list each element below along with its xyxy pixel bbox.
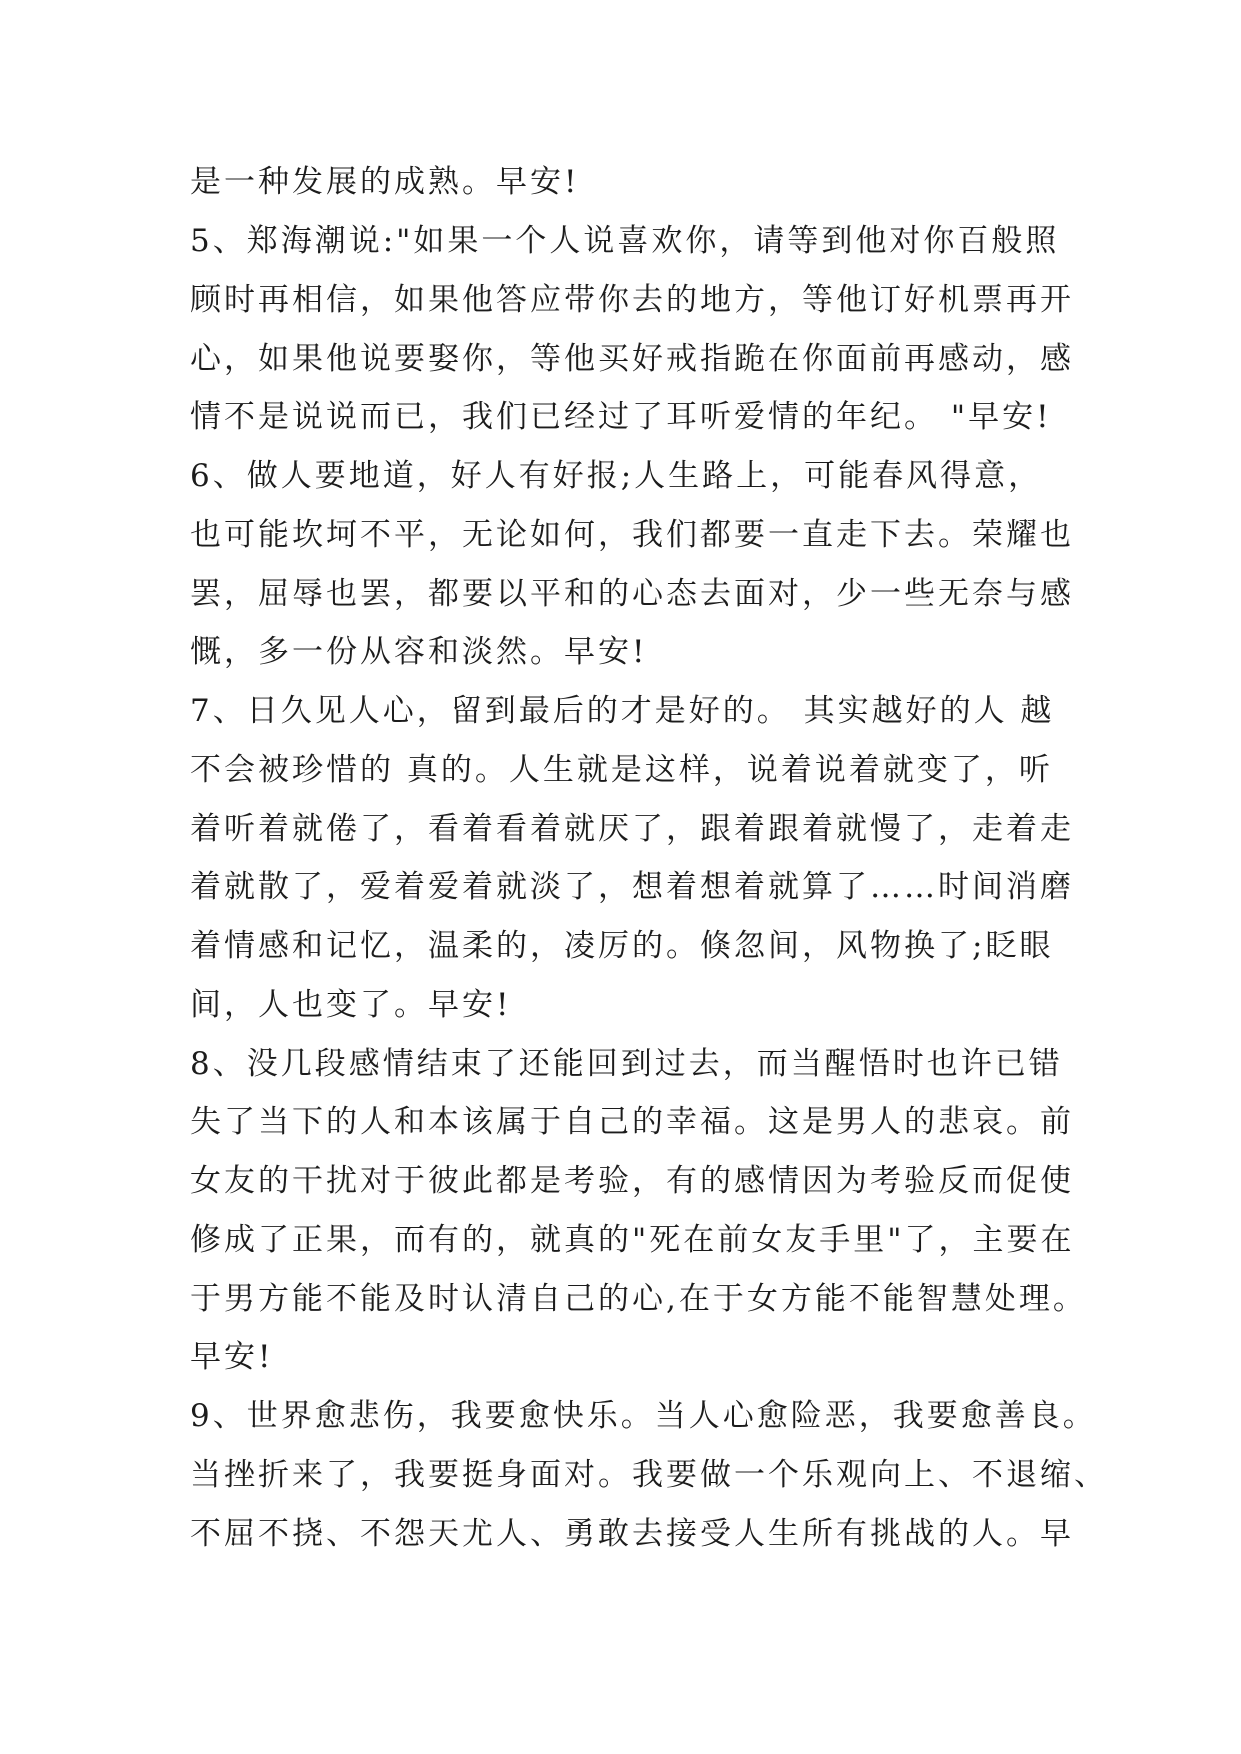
text-line: 当挫折来了，我要挺身面对。我要做一个乐观向上、不退缩、 xyxy=(190,1457,1108,1493)
text-line: 失了当下的人和本该属于自己的幸福。这是男人的悲哀。前 xyxy=(190,1104,1074,1140)
text-line: 慨，多一份从容和淡然。早安! xyxy=(190,634,648,670)
text-line: 间，人也变了。早安! xyxy=(190,987,512,1023)
text-line: 修成了正果，而有的，就真的"死在前女友手里"了，主要在 xyxy=(190,1222,1075,1258)
text-line: 着听着就倦了，看着看着就厌了，跟着跟着就慢了，走着走 xyxy=(190,811,1074,847)
text-line: 5、郑海潮说:"如果一个人说喜欢你，请等到他对你百般照 xyxy=(190,223,1060,259)
text-line: 9、世界愈悲伤，我要愈快乐。当人心愈险恶，我要愈善良。 xyxy=(190,1398,1097,1434)
text-line: 着就散了，爱着爱着就淡了，想着想着就算了……时间消磨 xyxy=(190,869,1074,905)
text-line: 是一种发展的成熟。早安! xyxy=(190,164,580,200)
text-line: 也可能坎坷不平，无论如何，我们都要一直走下去。荣耀也 xyxy=(190,517,1074,553)
text-line: 情不是说说而已，我们已经过了耳听爱情的年纪。 "早安! xyxy=(190,399,1052,435)
text-line: 心，如果他说要娶你，等他买好戒指跪在你面前再感动，感 xyxy=(190,341,1074,377)
text-line: 着情感和记忆，温柔的，凌厉的。倏忽间，风物换了;眨眼 xyxy=(190,928,1054,964)
text-line: 8、没几段感情结束了还能回到过去，而当醒悟时也许已错 xyxy=(190,1046,1063,1082)
text-line: 早安! xyxy=(190,1339,274,1375)
text-line: 于男方能不能及时认清自己的心,在于女方能不能智慧处理。 xyxy=(190,1281,1087,1317)
text-line: 不会被珍惜的 真的。人生就是这样，说着说着就变了，听 xyxy=(190,752,1053,788)
text-line: 顾时再相信，如果他答应带你去的地方，等他订好机票再开 xyxy=(190,282,1074,318)
text-line: 6、做人要地道，好人有好报;人生路上，可能春风得意， xyxy=(190,458,1043,494)
text-line: 7、日久见人心，留到最后的才是好的。 其实越好的人 越 xyxy=(190,693,1055,729)
text-line: 女友的干扰对于彼此都是考验，有的感情因为考验反而促使 xyxy=(190,1163,1074,1199)
text-line: 不屈不挠、不怨天尤人、勇敢去接受人生所有挑战的人。早 xyxy=(190,1516,1074,1552)
text-line: 罢，屈辱也罢，都要以平和的心态去面对，少一些无奈与感 xyxy=(190,576,1074,612)
